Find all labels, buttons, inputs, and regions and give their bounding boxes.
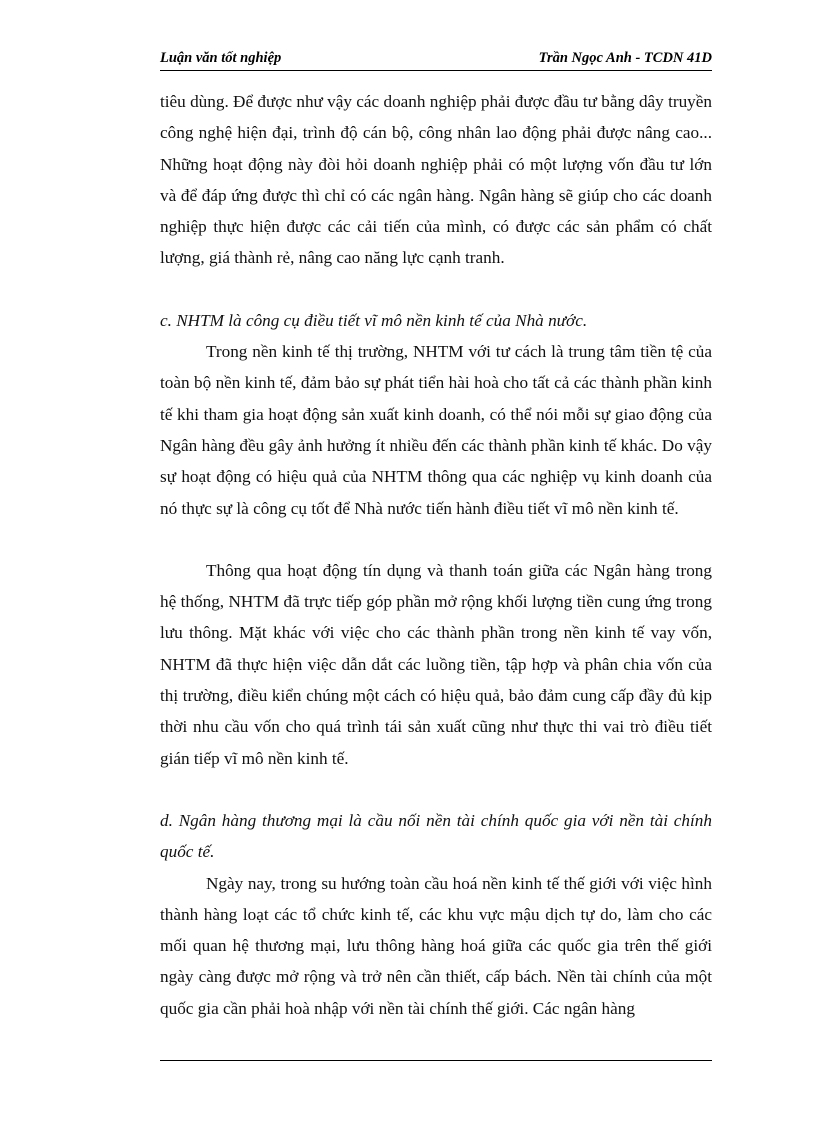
footer-divider — [160, 1060, 712, 1061]
section-heading-c: c. NHTM là công cụ điều tiết vĩ mô nền kinh tế của Nhà nước. — [160, 310, 588, 330]
running-header — [160, 50, 712, 72]
paragraph-regulation: Trong nền kinh tế thị trường, NHTM với tư cách là trung tâm tiền tệ của toàn bộ nền kinh tế, đảm bảo sự phát tiển hài hoà cho tất cả các thành phần kinh tế khi tham gia hoạt động sản xuất kinh doanh, có thể nói mỗi sự giao động của Ngân hàng đều gây ảnh hưởng ít nhiều đến các thành phần kinh tế khác. Do vậy sự hoạt động có hiệu quả của NHTM thông qua các nghiệp vụ kinh doanh của nó thực sự là công cụ tốt để Nhà nước tiến hành điều tiết vĩ mô nền kinh tế. — [160, 342, 712, 518]
paragraph-continuation: tiêu dùng. Để được như vậy các doanh nghiệp phải được đầu tư bằng dây truyền công nghệ hiện đại, trình độ cán bộ, công nhân lao động phải được nâng cao... Những hoạt động này đòi hỏi doanh nghiệp phải có một lượng vốn đầu tư lớn và để đáp ứng được thì chỉ có các ngân hàng. Ngân hàng sẽ giúp cho các doanh nghiệp thực hiện được các cải tiến của mình, có được các sản phẩm có chất lượng, giá thành rẻ, nâng cao năng lực cạnh tranh. — [160, 92, 712, 268]
paragraph-globalization: Ngày nay, trong su hướng toàn cầu hoá nền kinh tế thế giới với việc hình thành hàng loạt các tổ chức kinh tế, các khu vực mậu dịch tự do, làm cho các mối quan hệ thương mại, lưu thông hàng hoá giữa các quốc gia trên thế giới ngày càng được mở rộng và trở nên cần thiết, cấp bách. Nền tài chính của một quốc gia cần phải hoà nhập với nền tài chính thế giới. Các ngân hàng — [160, 873, 712, 1018]
header-thesis-title: Luận văn tốt nghiệp — [160, 50, 282, 66]
header-author: Trần Ngọc Anh - TCDN 41D — [538, 50, 712, 66]
section-heading-d: d. Ngân hàng thương mại là cầu nối nền tài chính quốc gia với nền tài chính quốc tế. — [160, 810, 712, 862]
paragraph-credit-payment: Thông qua hoạt động tín dụng và thanh toán giữa các Ngân hàng trong hệ thống, NHTM đã trực tiếp góp phần mở rộng khối lượng tiền cung ứng trong lưu thông. Mặt khác với việc cho các thành phần trong nền kinh tế vay vốn, NHTM đã thực hiện việc dẫn dắt các luồng tiền, tập hợp và phân chia vốn của thị trường, điều kiển chúng một cách có hiệu quả, bảo đảm cung cấp đầy đủ kịp thời nhu cầu vốn cho quá trình tái sản xuất cũng như thực thi vai trò điều tiết gián tiếp vĩ mô nền kinh tế. — [160, 560, 712, 768]
header-divider — [160, 70, 712, 71]
body-text — [160, 86, 712, 1024]
